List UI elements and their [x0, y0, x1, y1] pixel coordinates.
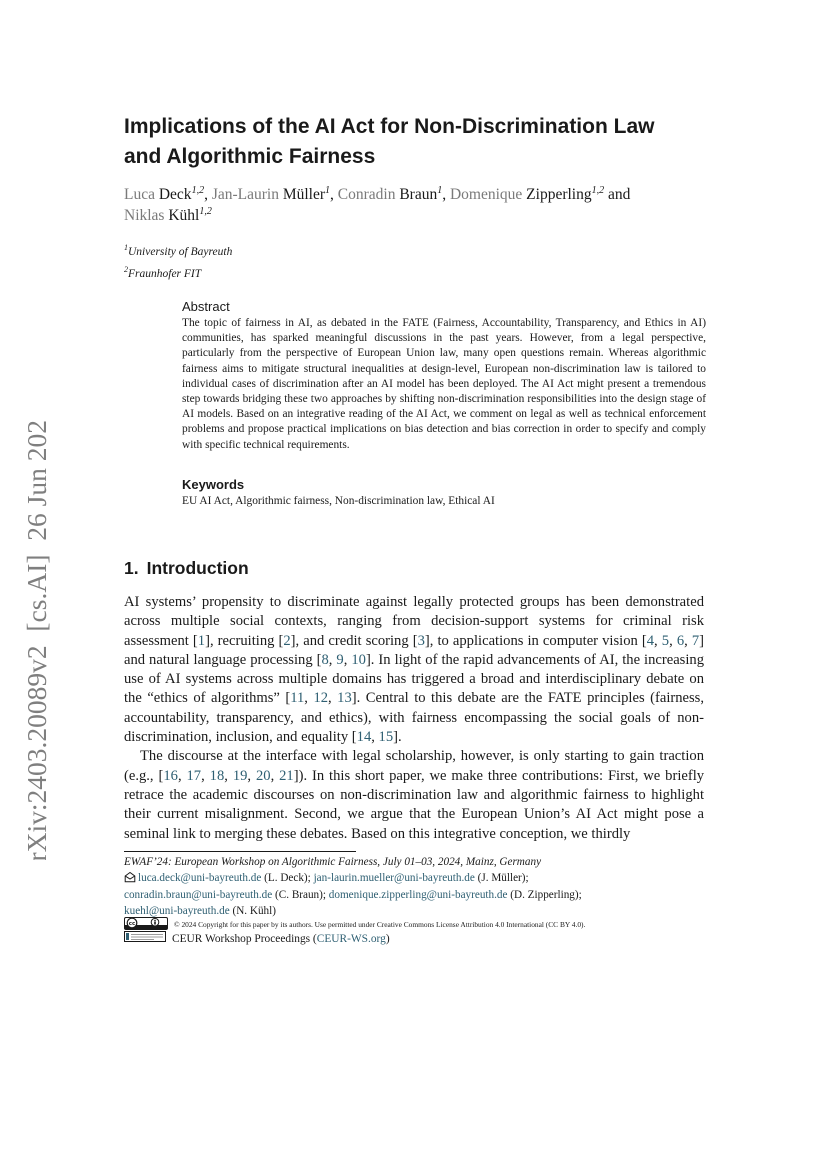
email-link[interactable]: domenique.zipperling@uni-bayreuth.de [328, 889, 508, 902]
author [124, 207, 212, 224]
paragraph-text: , [343, 651, 352, 668]
author [450, 186, 630, 203]
ceur-ws-link[interactable]: CEUR-WS.org [316, 933, 386, 945]
paragraph-text: ]. In light of the rapid advancements of AI, the increasing use of AI systems across multiple domains has triggered a broad and interdisciplinary debate on the “ethics of algorithms” [ [124, 651, 705, 707]
venue-footnote: EWAF’24: European Workshop on Algorithmic Fairness, July 01–03, 2024, Mainz, Germany [124, 856, 542, 868]
author-family-name: Müller [282, 186, 326, 203]
footnote-divider [124, 851, 356, 852]
citation-link[interactable]: 18 [209, 767, 225, 784]
paragraph-text: ], to applications in computer vision [ [424, 632, 647, 649]
citation-link[interactable]: 1 [197, 632, 206, 649]
email-owner: (C. Braun); [272, 889, 329, 902]
paragraph-text: , [177, 767, 187, 784]
citation-link[interactable]: 10 [351, 651, 366, 668]
paragraph-text: ]. [393, 729, 402, 746]
author-affiliation-mark: 1 [437, 184, 443, 196]
section-title: Introduction [146, 558, 249, 578]
paragraph-text: , [201, 767, 210, 784]
email-owner: (N. Kühl) [229, 904, 276, 917]
author-separator: , [442, 186, 450, 203]
author-given-name: Domenique [449, 186, 523, 203]
affiliation [124, 261, 232, 283]
author-family-name: Braun [399, 186, 438, 203]
author-affiliation-mark: 1 [325, 184, 331, 196]
email-owner: (L. Deck); [261, 871, 314, 884]
author [124, 186, 212, 203]
paragraph-text: ]. Central to this debate are the FATE principles (fairness, accountability, transparency, and ethics), with fairness encompassing the social goals of non-discrimination, inclusion, and equality [ [124, 690, 705, 746]
citation-link[interactable]: 14 [356, 729, 372, 746]
author [212, 186, 338, 203]
ceur-prefix: CEUR Workshop Proceedings ( [172, 933, 317, 945]
citation-link[interactable]: 12 [313, 690, 329, 707]
email-owner: (D. Zipperling); [507, 889, 582, 902]
affiliation-number: 2 [124, 264, 128, 274]
arxiv-stamp-text: arXiv:2403.20089v2 [cs.AI] 26 Jun 2024 [21, 420, 52, 860]
citation-link[interactable]: 11 [290, 690, 305, 707]
introduction-body [124, 593, 704, 844]
ceur-logo-icon [124, 931, 166, 947]
citation-link[interactable]: 17 [186, 767, 202, 784]
paragraph-text: ], and credit scoring [ [290, 632, 418, 649]
paragraph-text: , [654, 632, 662, 649]
paragraph-text: ]). In this short paper, we make three contributions: First, we briefly retrace the academic discourses on non-discrimination law and algorithmic fairness to highlight their current misalignment. Second, we argue that the European Union’s AI Act might pose a seminal link to merging these debates. Based on this integrative conception, we thirdly [124, 767, 705, 842]
title-line-2: and Algorithmic Fairness [124, 145, 376, 168]
citation-link[interactable]: 7 [691, 632, 700, 649]
author-given-name: Niklas [124, 207, 165, 224]
paragraph-text: AI systems’ propensity to discriminate against legally protected groups has been demonstrated across multiple social contexts, ranging from decision-support systems for criminal risk assessment [ [124, 594, 704, 649]
author-list [124, 184, 724, 226]
author [338, 186, 450, 203]
citation-link[interactable]: 19 [232, 767, 248, 784]
citation-link[interactable]: 4 [646, 632, 655, 649]
citation-link[interactable]: 8 [321, 651, 329, 668]
paragraph-text: ] and natural language processing [ [124, 632, 705, 668]
paragraph-text: , [328, 690, 338, 707]
author-family-name: Deck [158, 186, 192, 203]
citation-link[interactable]: 2 [283, 632, 291, 649]
author-affiliation-mark: 1,2 [199, 205, 212, 217]
ceur-suffix: ) [385, 933, 390, 945]
paragraph [124, 747, 704, 843]
keywords-section [182, 476, 706, 509]
citation-link[interactable]: 13 [337, 690, 352, 707]
email-owner: (J. Müller); [474, 871, 529, 884]
author-given-name: Conradin [337, 186, 396, 203]
paragraph-text: The discourse at the interface with legal scholarship, however, is only starting to gain traction (e.g., [ [124, 748, 704, 784]
paragraph-text: , [224, 767, 233, 784]
paragraph-text: , [684, 632, 692, 649]
paragraph-text: , [270, 767, 280, 784]
citation-link[interactable]: 5 [661, 632, 670, 649]
arxiv-stamp [20, 420, 54, 860]
envelope-icon [124, 871, 136, 889]
abstract-text: The topic of fairness in AI, as debated in the FATE (Fairness, Accountability, Transparency, and Ethics in AI) communities, has sparked meaningful discussions in the past years. However, from a legal perspective, particularly from the perspective of European Union law, many open questions remain. Whereas algorithmic fairness aims to mitigate structural inequalities at design-level, European non-discrimination law is tailored to individual cases of discrimination after an AI model has been deployed. The AI Act might present a tremendous step towards bridging these two approaches by shifting non-discrimination responsibilities into the design stage of AI models. Based on an integrative reading of the AI Act, we comment on legal as well as technical enforcement problems and propose practical implications on bias detection and bias correction in order to specify and comply with specific technical requirements. [182, 317, 706, 451]
affiliation-name: Fraunhofer FIT [128, 267, 202, 280]
paragraph-text: , [371, 729, 379, 746]
email-link[interactable]: jan-laurin.mueller@uni-bayreuth.de [313, 871, 475, 884]
affiliation-number: 1 [124, 243, 128, 252]
section-number: 1. [124, 558, 139, 578]
author-affiliation-mark: 1,2 [591, 184, 605, 196]
paragraph-text: ], recruiting [ [205, 632, 284, 649]
author-family-name: Zipperling [526, 186, 592, 203]
citation-link[interactable]: 21 [279, 767, 294, 784]
author-family-name: Kühl [168, 207, 200, 224]
citation-link[interactable]: 9 [336, 651, 344, 668]
affiliation-list [124, 239, 232, 283]
keywords-heading: Keywords [182, 477, 245, 492]
email-link[interactable]: luca.deck@uni-bayreuth.de [138, 871, 262, 884]
ceur-line [124, 931, 724, 947]
email-link[interactable]: kuehl@uni-bayreuth.de [124, 904, 230, 917]
author-separator: and [604, 186, 631, 203]
paragraph-text: , [247, 767, 256, 784]
author-separator: , [204, 186, 212, 203]
citation-link[interactable]: 15 [378, 729, 394, 746]
citation-link[interactable]: 3 [417, 632, 425, 649]
paragraph [124, 593, 704, 747]
title-line-1: Implications of the AI Act for Non-Discrimination Law [124, 115, 655, 138]
keywords-text: EU AI Act, Algorithmic fairness, Non-discrimination law, Ethical AI [182, 495, 495, 507]
citation-link[interactable]: 6 [676, 632, 685, 649]
citation-link[interactable]: 16 [163, 767, 178, 784]
paper-title [124, 112, 724, 172]
email-list [124, 871, 724, 920]
svg-text:cc: cc [128, 921, 136, 927]
affiliation-name: University of Bayreuth [128, 245, 233, 258]
abstract-section [182, 298, 706, 453]
author-given-name: Jan-Laurin [211, 186, 279, 203]
author-given-name: Luca [124, 186, 155, 203]
email-link[interactable]: conradin.braun@uni-bayreuth.de [124, 889, 273, 902]
license-text: © 2024 Copyright for this paper by its authors. Use permitted under Creative Commons License Attribution 4.0 International (CC BY 4.0). [174, 920, 586, 930]
author-affiliation-mark: 1,2 [191, 184, 205, 196]
section-heading-introduction [124, 556, 249, 580]
footnote-block [124, 855, 724, 919]
paragraph-text: , [304, 690, 314, 707]
author-separator: , [330, 186, 338, 203]
citation-link[interactable]: 20 [255, 767, 271, 784]
affiliation [124, 239, 232, 261]
paragraph-text: , [669, 632, 677, 649]
paragraph-text: , [328, 651, 337, 668]
abstract-heading: Abstract [182, 299, 230, 314]
